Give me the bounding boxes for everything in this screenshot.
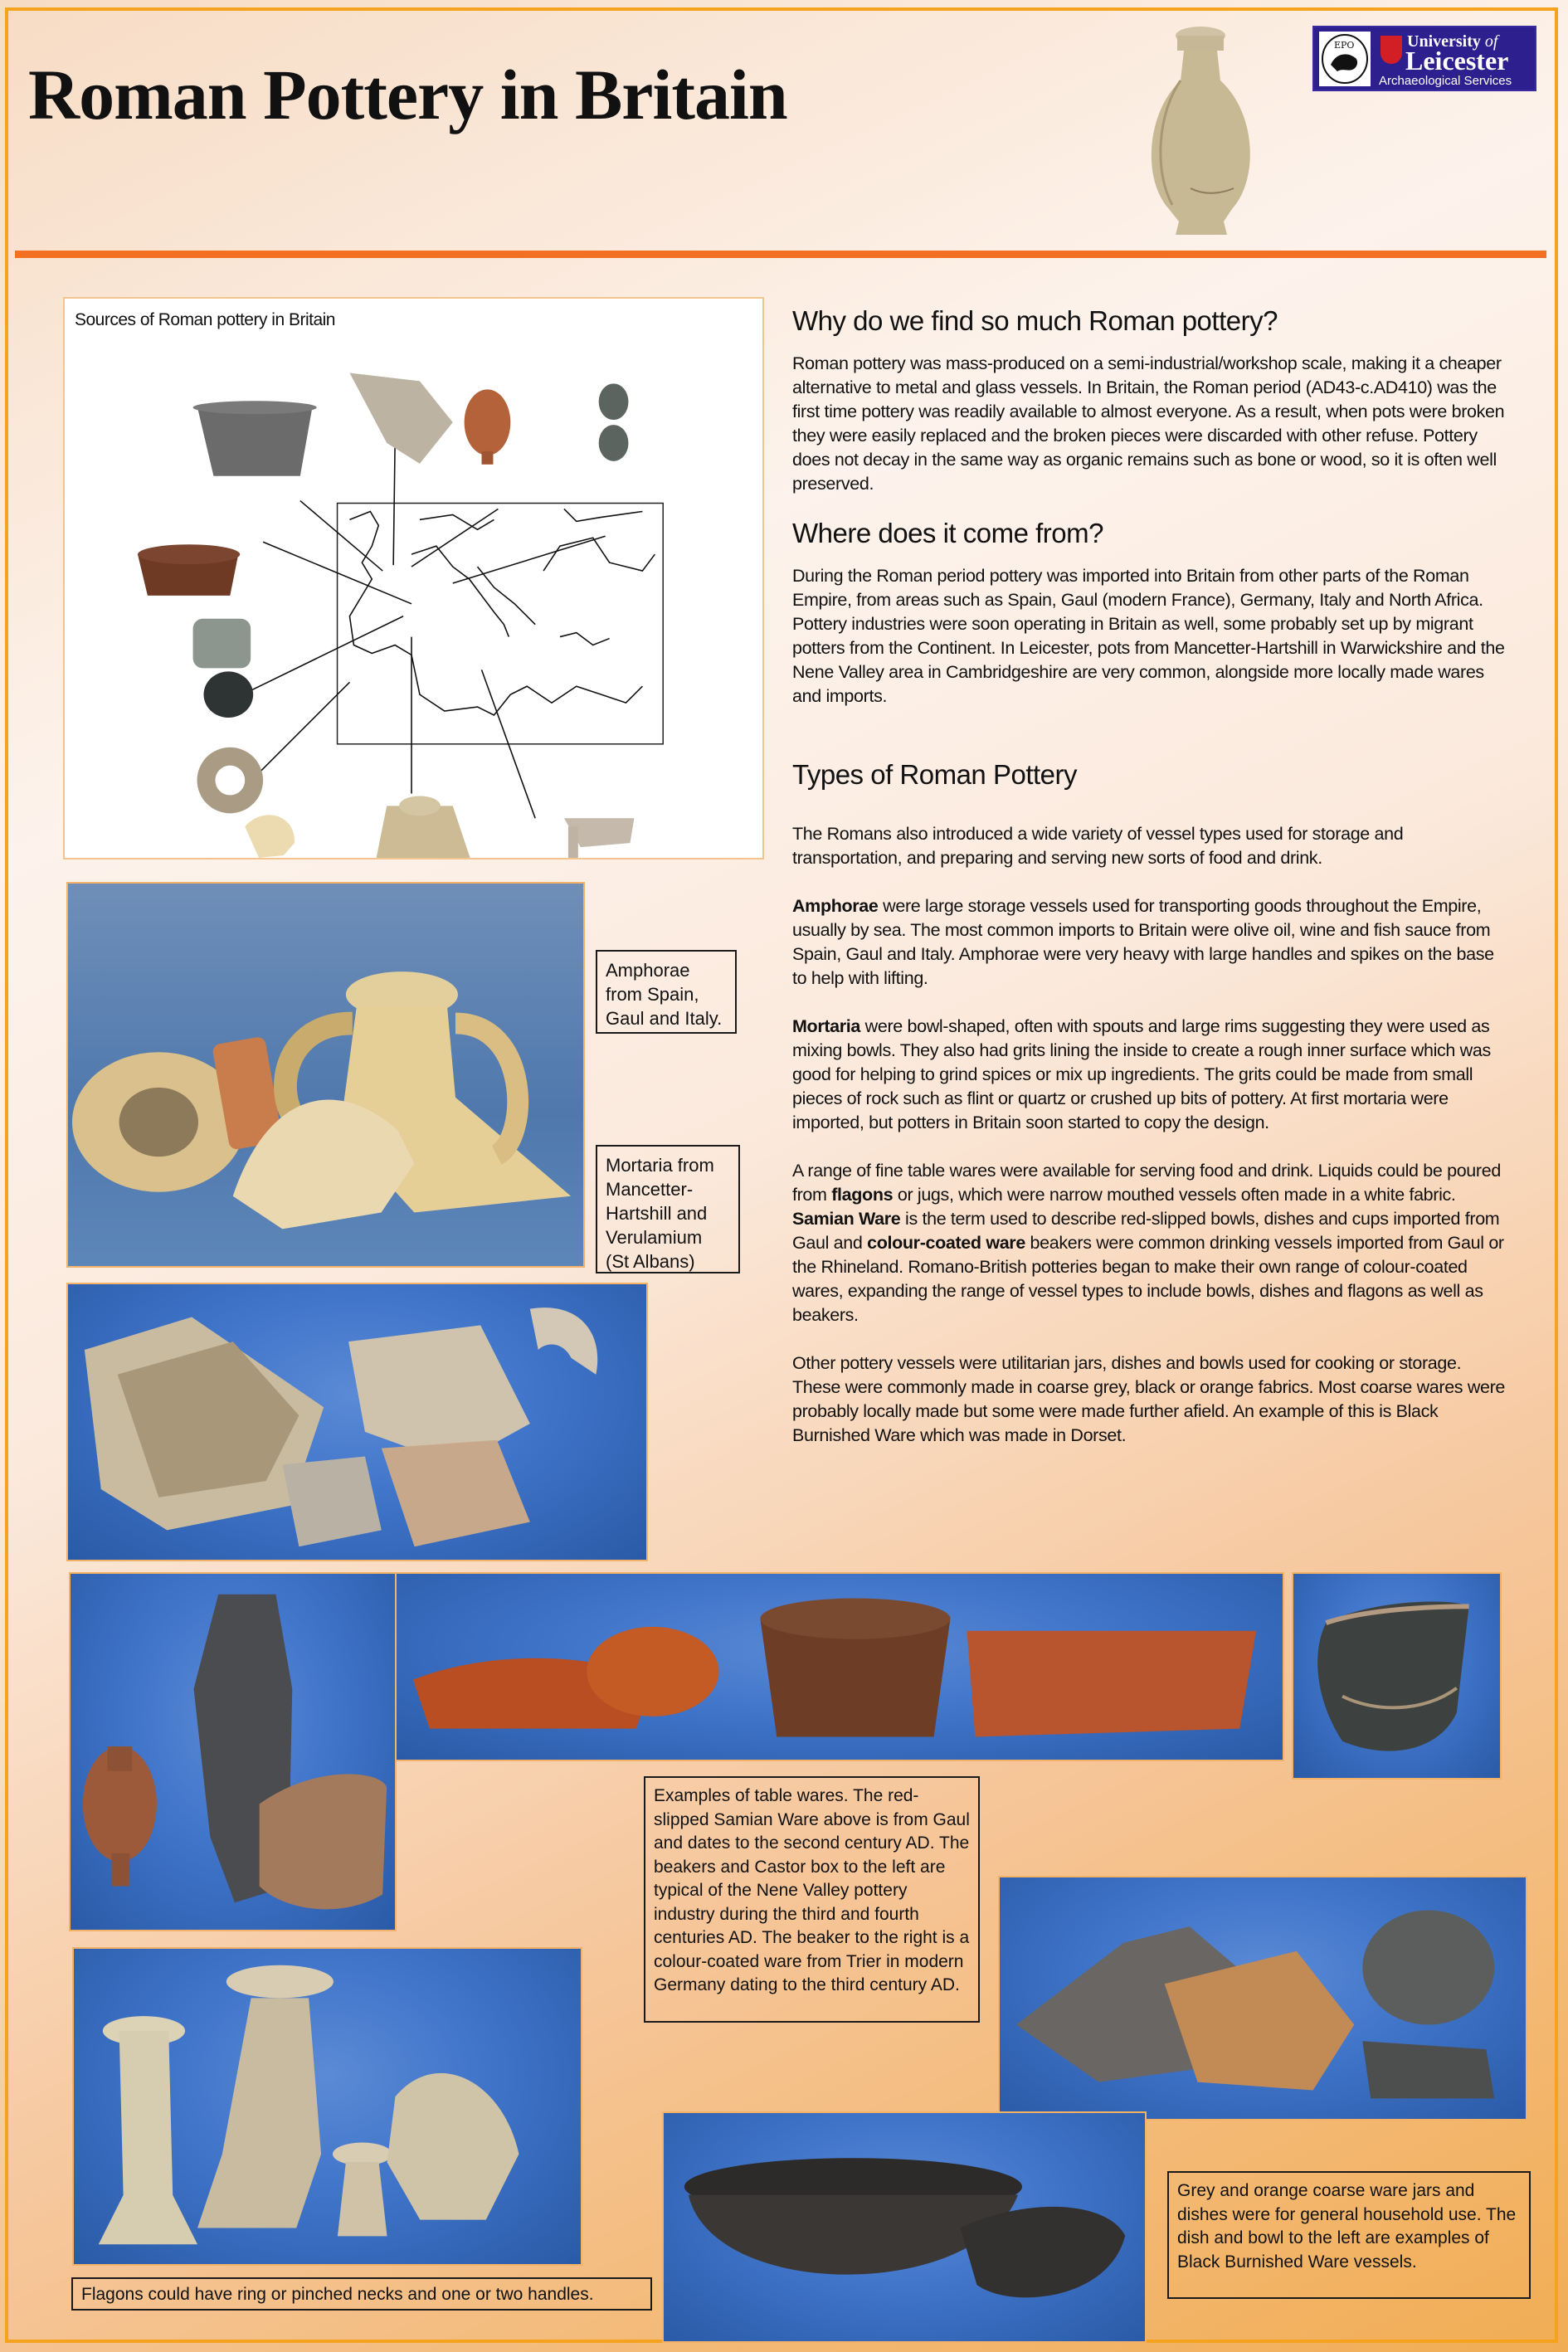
poster-title: Roman Pottery in Britain [28,55,787,134]
logo-line-services: Archaeological Services [1379,74,1512,88]
term-flagons: flagons [831,1185,894,1205]
nene-valley-beakers-photo [69,1572,397,1931]
map-coastline [349,509,655,715]
coarse-wares-photo [998,1876,1527,2121]
header-divider [15,251,1546,258]
map-figure-title: Sources of Roman pottery in Britain [75,310,335,329]
section-heading-types: Types of Roman Pottery [792,759,1077,790]
caption-mortaria: Mortaria from Mancetter-Hartshill and Verulamium (St Albans) [596,1145,740,1273]
logo-shield-icon [1381,36,1402,64]
sources-map-figure [63,297,764,859]
section-heading-where: Where does it come from? [792,518,1103,548]
amphorae-photo [66,882,585,1268]
caption-amphorae: Amphorae from Spain, Gaul and Italy. [596,950,737,1034]
section-body-where: During the Roman period pottery was imported into Britain from other parts of the Roman Empire, from areas such as Spain, Gaul (modern France), Germany, Italy and North Africa. Pottery industries were soon operating in Britain as well, some probably set up by migrant potters from the Continent. In Leicester, pots from Mancetter-Hartshill in Warwickshire and the Nene Valley area in Cambridgeshire are very common, alongside more locally made wares and imports. [792,566,1505,706]
term-amphorae: Amphorae [792,896,879,916]
types-intro: The Romans also introduced a wide variety of vessel types used for storage and transportation, and preparing and serving new sorts of food and drink. [792,824,1404,868]
caption-table-wares: Examples of table wares. The red-slipped Samian Ware above is from Gaul and dates to the second century AD. The beakers and Castor box to the left are typical of the Nene Valley pottery industry during the third and fourth centuries AD. The beaker to the right is a colour-coated ware from Trier in modern Germany dating to the third century AD. [644,1776,980,2023]
logo-line-university: University of [1407,32,1498,51]
section-types [792,759,1506,1448]
term-samian-ware: Samian Ware [792,1209,901,1229]
mortaria-photo [66,1283,648,1561]
caption-coarse-wares: Grey and orange coarse ware jars and dishes were for general household use. The dish and bowl to the left are examples of Black Burnished Ware vessels. [1167,2171,1531,2299]
section-why [792,305,1506,496]
samian-ware-photo [395,1572,1284,1761]
trier-beaker-photo [1292,1572,1502,1780]
term-colour-coated-ware: colour-coated ware [867,1233,1025,1253]
section-where [792,518,1506,709]
svg-text:ΕΡΟ: ΕΡΟ [1334,40,1355,51]
map-pottery-items [138,373,634,858]
map-figure-drawing [65,299,762,858]
university-logo [1312,26,1536,91]
logo-seal-icon [1319,32,1371,86]
map-arrows [242,443,605,818]
black-burnished-ware-photo [662,2111,1147,2343]
types-amphorae: Amphorae were large storage vessels used for transporting goods throughout the Empire, usually by sea. The most common imports to Britain were olive oil, wine and fish sauce from Spain, Gaul and Italy. Amphorae were very heavy with large handles and spikes on the base to help with lifting. [792,896,1494,988]
flagons-photo [72,1947,582,2266]
logo-line-leicester: Leicester [1405,46,1509,75]
types-mortaria: Mortaria were bowl-shaped, often with spouts and large rims suggesting they were used as mixing bowls. They also had grits lining the inside to create a rough inner surface which was good for helping to grind spices or mix up ingredients. The grits could be made from small pieces of rock such as flint or quartz or crushed up bits of pottery. At first mortaria were imported, but potters in Britain soon started to copy the design. [792,1016,1491,1132]
section-body-why: Roman pottery was mass-produced on a semi-industrial/workshop scale, making it a cheaper alternative to metal and glass vessels. In Britain, the Roman period (AD43-c.AD410) was the first time pottery was readily available to almost everyone. As a result, when pots were broken they were easily replaced and the broken pieces were discarded with other refuse. Pottery does not decay in the same way as organic remains such as bone or wood, so it is often well preserved. [792,353,1505,494]
types-table-wares: A range of fine table wares were available for serving food and drink. Liquids could be poured from flagons or jugs, which were narrow mouthed vessels often made in a white fabric. Samian Ware is the term used to describe red-slipped bowls, dishes and cups imported from Gaul and colour-coated ware beakers were common drinking vessels imported from Gaul or the Rhineland. Romano-British potteries began to make their own range of colour-coated wares, expanding the range of vessel types to include bowls, dishes and flagons as well as beakers. [792,1161,1504,1325]
term-mortaria: Mortaria [792,1016,861,1036]
caption-flagons: Flagons could have ring or pinched necks and one or two handles. [71,2277,652,2311]
header-flagon-image [1141,22,1261,237]
types-coarse-wares: Other pottery vessels were utilitarian jars, dishes and bowls used for cooking or storage. These were commonly made in coarse grey, black or orange fabrics. Most coarse wares were probably locally made but some were made further afield. An example of this is Black Burnished Ware which was made in Dorset. [792,1353,1506,1445]
section-heading-why: Why do we find so much Roman pottery? [792,305,1278,336]
